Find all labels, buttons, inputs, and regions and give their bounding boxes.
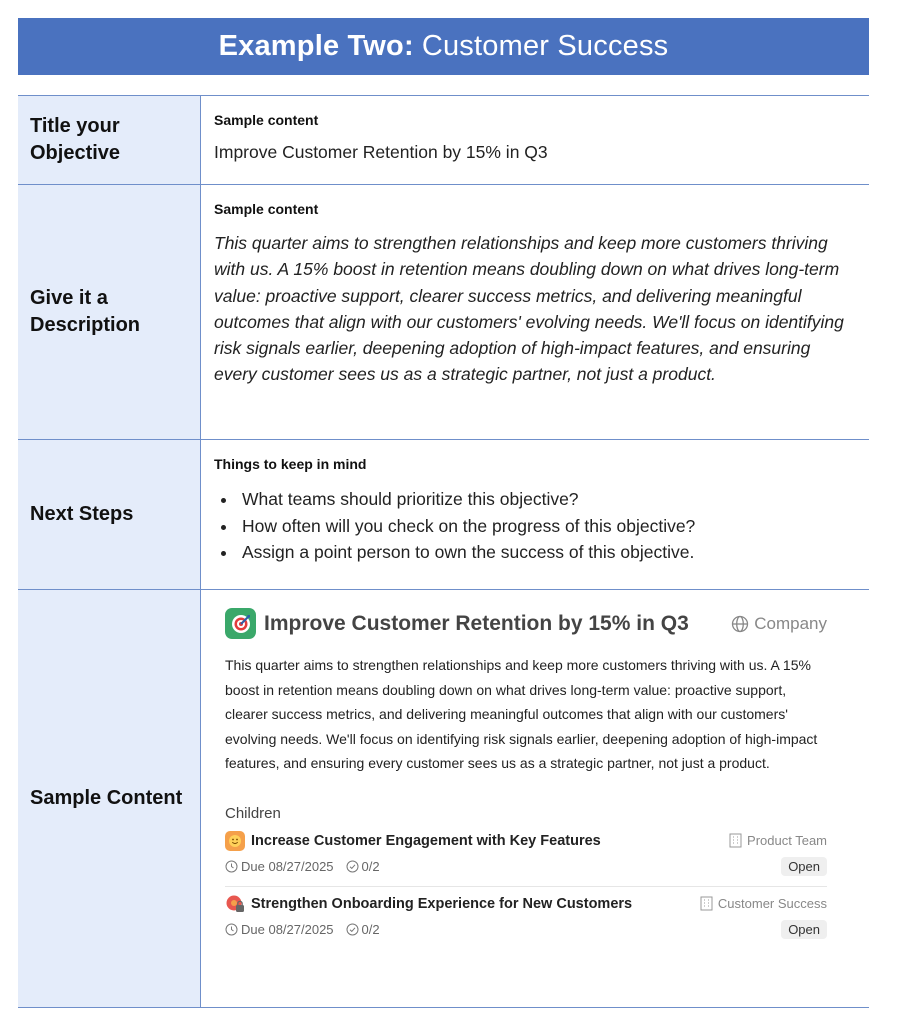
label-next-steps: Next Steps <box>18 440 201 590</box>
row-sample-content <box>18 590 869 1008</box>
banner-bold: Example Two: <box>218 30 414 62</box>
progress-count: 0/2 <box>346 922 380 937</box>
next-steps-list <box>214 486 857 566</box>
child-item[interactable] <box>225 828 827 886</box>
clock-icon <box>225 923 238 936</box>
check-circle-icon <box>346 860 359 873</box>
objective-subhead: Sample content <box>214 112 319 128</box>
team-label: Product Team <box>729 833 827 848</box>
list-item: • How often will you check on the progress of this objective? <box>238 513 857 540</box>
objective-card <box>213 590 857 949</box>
description-text: This quarter aims to strengthen relationships and keep more customers thriving with us. A 15% boost in retention means doubling down on what drives long-term value: proactive support, clearer success metrics, and delivering meaningful outcomes that align with our customers' evolving needs. We'll focus on identifying risk signals earlier, deepening adoption of high-impact features, and ensuring every customer sees us as a strategic partner, not just a product. <box>214 233 844 385</box>
status-badge[interactable]: Open <box>781 857 827 876</box>
due-date: Due 08/27/2025 <box>225 859 334 874</box>
page-banner <box>18 18 869 75</box>
smiley-icon <box>225 831 245 851</box>
building-icon <box>700 896 713 911</box>
due-date: Due 08/27/2025 <box>225 922 334 937</box>
clock-icon <box>225 860 238 873</box>
card-title[interactable]: Improve Customer Retention by 15% in Q3 <box>264 611 689 635</box>
list-item: • Assign a point person to own the success of this objective. <box>238 539 857 566</box>
status-badge[interactable]: Open <box>781 920 827 939</box>
row-next-steps <box>18 440 869 590</box>
children-label: Children <box>225 804 281 822</box>
objective-text: Improve Customer Retention by 15% in Q3 <box>214 142 548 162</box>
target-icon <box>225 608 256 639</box>
child-item[interactable] <box>225 886 827 949</box>
globe-icon <box>731 615 749 633</box>
flower-lock-icon <box>225 894 245 914</box>
description-subhead: Sample content <box>214 201 319 217</box>
row-description <box>18 185 869 440</box>
progress-count: 0/2 <box>346 859 380 874</box>
label-description: Give it a Description <box>18 185 201 440</box>
card-description: This quarter aims to strengthen relationships and keep more customers thriving with us. A 15% boost in retention means doubling down on what drives long-term value: proactive support, clearer success metrics, and delivering meaningful outcomes that align with our customers' evolving needs. We'll focus on identifying risk signals earlier, deepening adoption of high-impact features, and ensuring every customer sees us as a strategic partner, not just a product. <box>225 657 818 772</box>
next-steps-subhead: Things to keep in mind <box>214 456 367 472</box>
label-objective: Title your Objective <box>18 96 201 185</box>
banner-title: Customer Success <box>421 30 669 62</box>
child-title[interactable]: Increase Customer Engagement with Key Features <box>251 832 601 849</box>
row-objective <box>18 96 869 185</box>
building-icon <box>729 833 742 848</box>
team-label: Customer Success <box>700 896 827 911</box>
check-circle-icon <box>346 923 359 936</box>
scope-label: Company <box>731 614 827 634</box>
list-item: • What teams should prioritize this objective? <box>238 486 857 513</box>
child-title[interactable]: Strengthen Onboarding Experience for New Customers <box>251 895 633 912</box>
objective-template-table <box>18 95 869 1008</box>
label-sample-content: Sample Content <box>18 590 201 1008</box>
